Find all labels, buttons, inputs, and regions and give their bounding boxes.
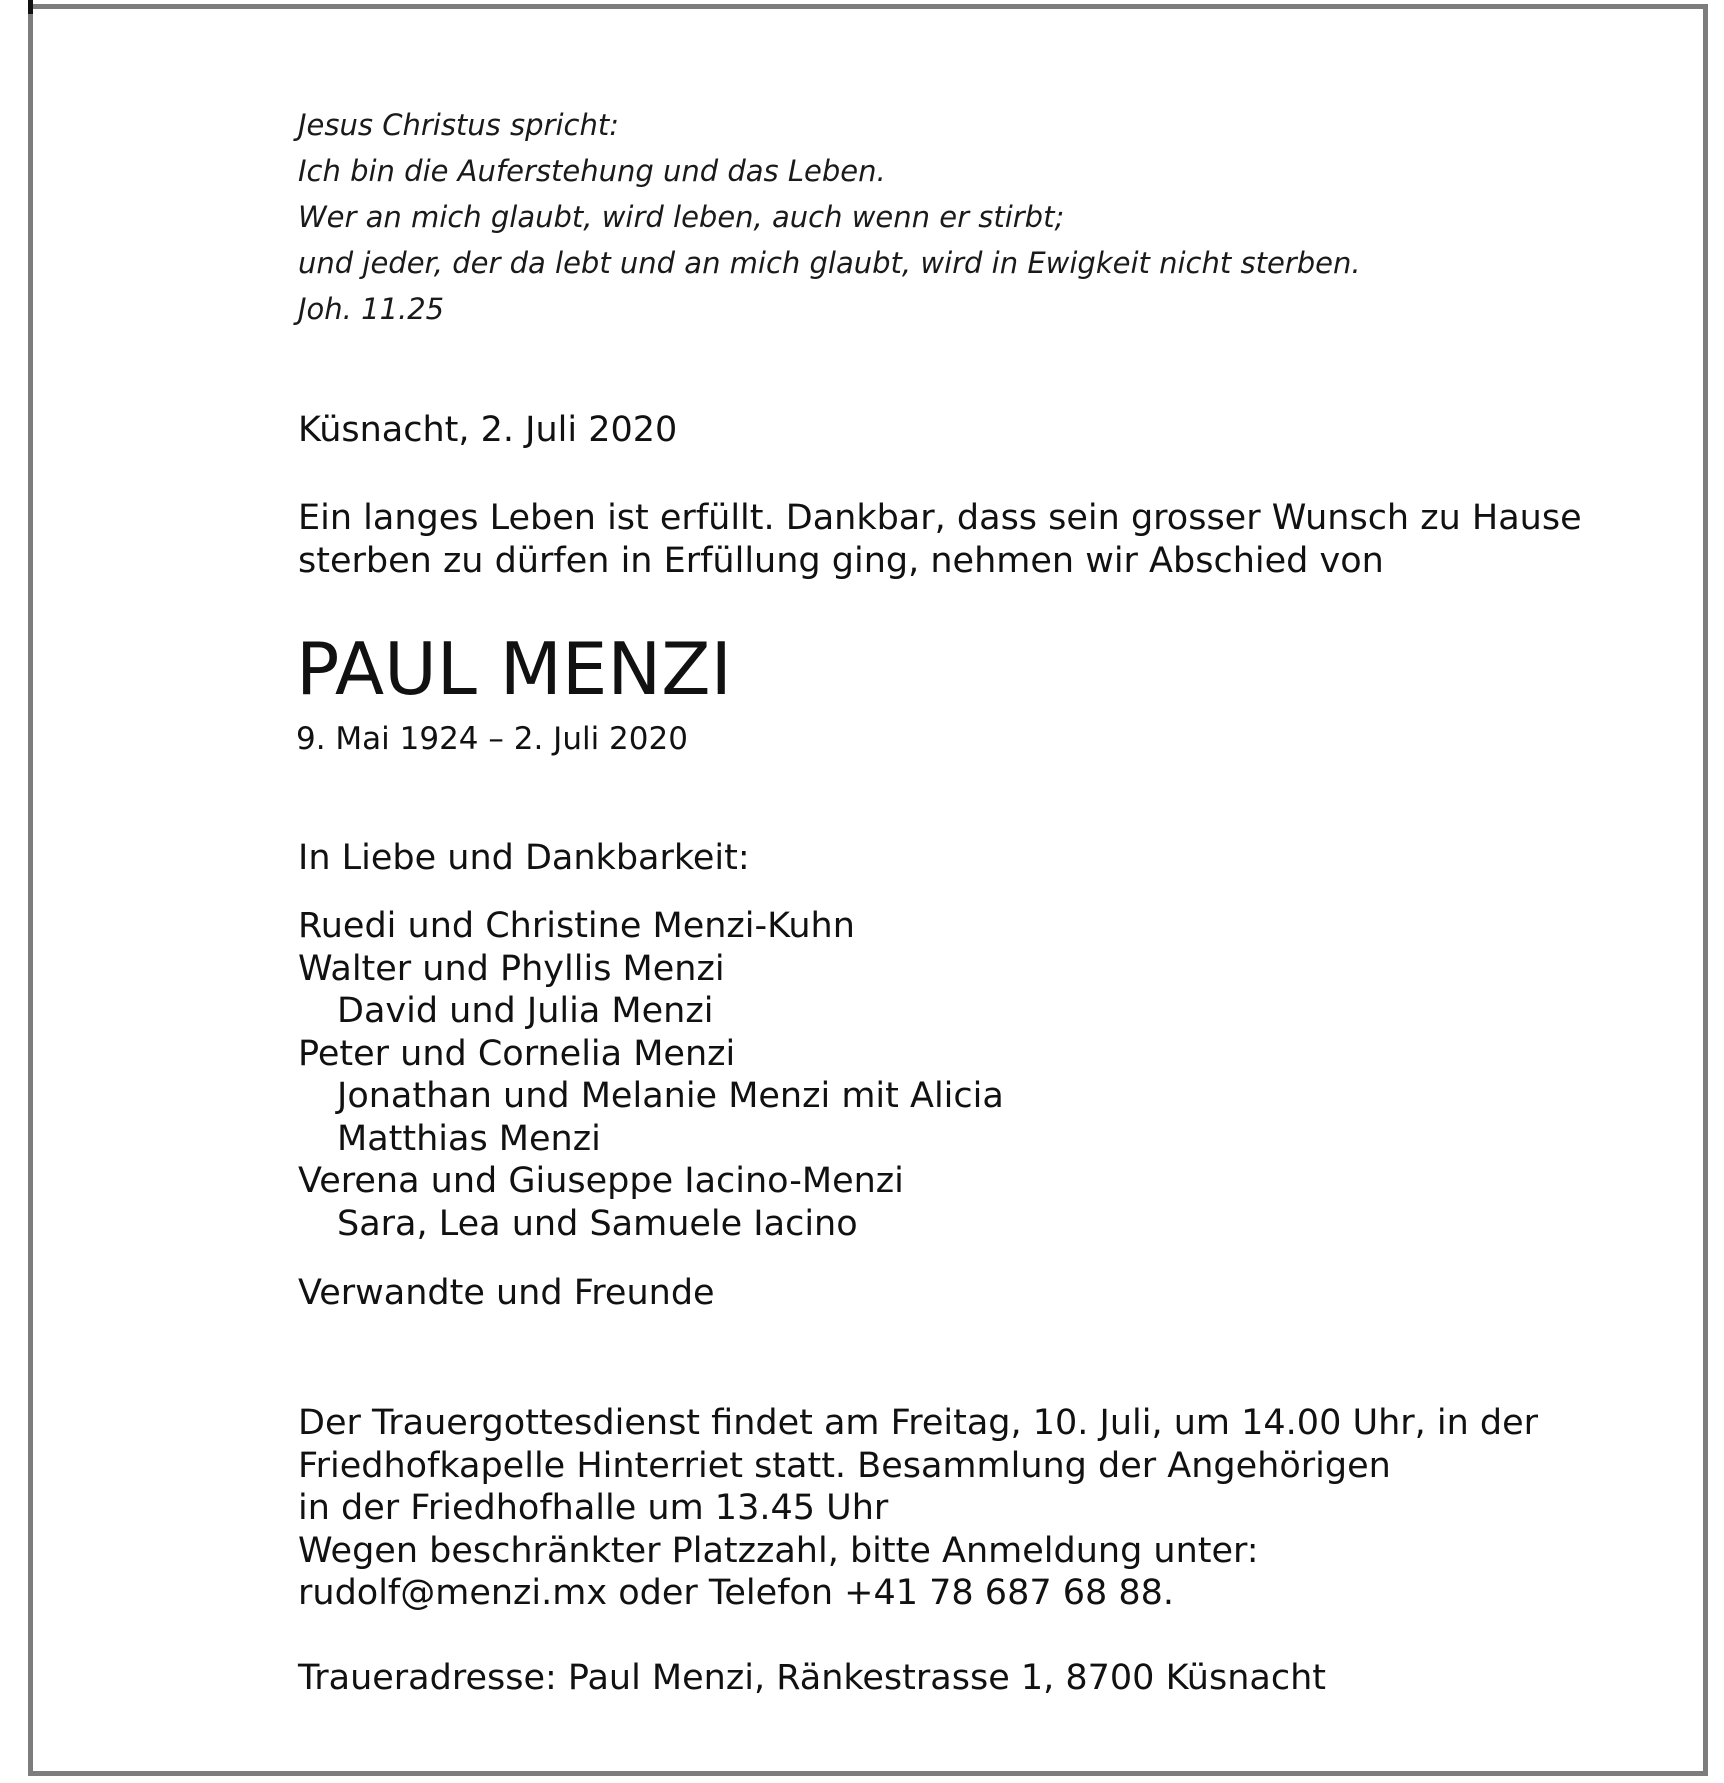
place-date: Küsnacht, 2. Juli 2020 bbox=[298, 410, 678, 450]
mourning-address: Traueradresse: Paul Menzi, Ränkestrasse 1, 8700 Küsnacht bbox=[298, 1658, 1326, 1698]
intro-line: sterben zu dürfen in Erfüllung ging, nehmen wir Abschied von bbox=[298, 541, 1384, 581]
frame-corner-mark bbox=[28, 0, 33, 14]
bible-verse bbox=[298, 102, 1361, 332]
deceased-name: PAUL MENZI bbox=[296, 627, 732, 711]
service-line: in der Friedhofhalle um 13.45 Uhr bbox=[298, 1488, 889, 1528]
family-member: Verena und Giuseppe Iacino-Menzi bbox=[298, 1161, 904, 1201]
verse-line: und jeder, der da lebt und an mich glaubt, wird in Ewigkeit nicht sterben. bbox=[298, 246, 1361, 280]
family-member: Sara, Lea und Samuele Iacino bbox=[337, 1203, 858, 1244]
family-member: David und Julia Menzi bbox=[337, 991, 714, 1031]
service-info bbox=[298, 1402, 1538, 1615]
verse-reference: Joh. 11.25 bbox=[298, 292, 445, 326]
lifespan: 9. Mai 1924 – 2. Juli 2020 bbox=[296, 721, 688, 757]
verse-line: Jesus Christus spricht: bbox=[298, 108, 619, 142]
verse-line: Wer an mich glaubt, wird leben, auch wenn er stirbt; bbox=[298, 200, 1065, 234]
intro-line: Ein langes Leben ist erfüllt. Dankbar, dass sein grosser Wunsch zu Hause bbox=[298, 498, 1582, 538]
mourners-heading: In Liebe und Dankbarkeit: bbox=[298, 838, 750, 878]
service-contact: rudolf@menzi.mx oder Telefon +41 78 687 68 88. bbox=[298, 1573, 1175, 1613]
family-list bbox=[298, 905, 1004, 1245]
family-member: Jonathan und Melanie Menzi mit Alicia bbox=[337, 1076, 1004, 1116]
service-line: Wegen beschränkter Platzzahl, bitte Anmeldung unter: bbox=[298, 1530, 1259, 1571]
family-member: Walter und Phyllis Menzi bbox=[298, 948, 725, 989]
family-member: Matthias Menzi bbox=[337, 1118, 601, 1159]
verse-line: Ich bin die Auferstehung und das Leben. bbox=[298, 154, 886, 188]
service-line: Friedhofkapelle Hinterriet statt. Besammlung der Angehörigen bbox=[298, 1445, 1391, 1486]
family-member: Ruedi und Christine Menzi-Kuhn bbox=[298, 906, 855, 946]
relatives-line: Verwandte und Freunde bbox=[298, 1273, 715, 1313]
service-line: Der Trauergottesdienst findet am Freitag, 10. Juli, um 14.00 Uhr, in der bbox=[298, 1403, 1539, 1443]
family-member: Peter und Cornelia Menzi bbox=[298, 1033, 736, 1074]
intro-text bbox=[298, 497, 1582, 583]
